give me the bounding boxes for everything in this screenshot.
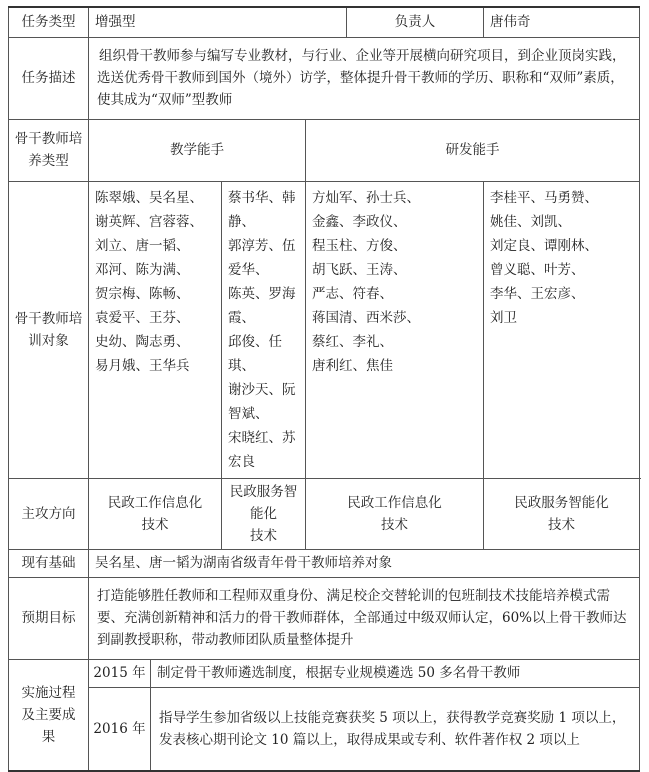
name-line: 陈英、罗海霞、 (228, 285, 296, 326)
name-line: 易月娥、王华兵 (95, 357, 190, 374)
task-desc-label: 任务描述 (9, 37, 89, 119)
row-task-desc (9, 37, 640, 119)
training-type-research: 研发能手 (306, 119, 640, 181)
direction-label: 主攻方向 (9, 478, 89, 549)
row-task-type (9, 7, 640, 37)
direction-1 (89, 478, 222, 549)
name-line: 贺宗梅、陈畅、 (95, 285, 190, 302)
training-type-teaching: 教学能手 (89, 119, 306, 181)
name-line: 刘卫 (490, 309, 517, 326)
task-desc-text: 组织骨干教师参与编写专业教材，与行业、企业等开展横向研究项目，到企业顶岗实践，选送优秀骨干教师到国外（境外）访学，整体提升骨干教师的学历、职称和“双师”素质，使其成为“双师”型教师 (89, 37, 640, 119)
name-line: 李桂平、马勇赞、 (490, 189, 598, 206)
name-line: 胡飞跃、王涛、 (312, 261, 407, 278)
task-type-value: 增强型 (89, 7, 347, 37)
name-line: 刘立、唐一韬、 (95, 237, 190, 254)
process-label-line: 及主要成 (21, 706, 76, 723)
process-label-line: 实施过程 (21, 684, 76, 701)
direction-line: 民政服务智能化 (514, 494, 609, 511)
name-line: 袁爱平、王芬、 (95, 309, 190, 326)
row-process-2015 (9, 659, 640, 687)
name-line: 邓河、陈为满、 (95, 261, 190, 278)
process-label (9, 659, 89, 771)
name-line: 方灿军、孙士兵、 (312, 189, 420, 206)
basis-text: 吴名星、唐一韬为湖南省级青年骨干教师培养对象 (89, 549, 640, 577)
task-type-label: 任务类型 (9, 7, 89, 37)
training-type-label: 骨干教师培养类型 (9, 119, 89, 181)
direction-line: 民政工作信息化 (107, 494, 203, 511)
targets-col-2 (222, 181, 306, 478)
process-year: 2016 年 (89, 687, 151, 771)
name-line: 程玉柱、方俊、 (312, 237, 407, 254)
targets-col-3 (306, 181, 484, 478)
name-line: 谢沙天、阮智斌、 (228, 381, 296, 422)
owner-label: 负责人 (347, 7, 484, 37)
direction-line: 民政服务智能化 (229, 483, 298, 522)
row-basis (9, 549, 640, 577)
direction-line: 技术 (381, 516, 408, 533)
basis-label: 现有基础 (9, 549, 89, 577)
name-line: 邱俊、任琪、 (228, 333, 282, 374)
process-label-line: 果 (41, 728, 56, 745)
row-targets (9, 181, 640, 478)
process-text: 制定骨干教师遴选制度，根据专业规模遴选 50 多名骨干教师 (151, 659, 640, 687)
row-direction (9, 478, 640, 549)
name-line: 谢英辉、宫蓉蓉、 (95, 213, 203, 230)
name-line: 郭淳芳、伍爱华、 (228, 237, 296, 278)
name-line: 严志、符春、 (312, 285, 393, 302)
direction-line: 技术 (548, 516, 575, 533)
name-line: 蔡书华、韩静、 (228, 189, 296, 230)
direction-4 (484, 478, 640, 549)
name-line: 金鑫、李政仪、 (312, 213, 407, 230)
name-line: 曾义聪、叶芳、 (490, 261, 585, 278)
direction-line: 技术 (141, 516, 169, 533)
row-training-type (9, 119, 640, 181)
task-table-page (8, 6, 639, 772)
name-line: 姚佳、刘凯、 (490, 213, 571, 230)
targets-col-4 (484, 181, 640, 478)
owner-value: 唐伟奇 (484, 7, 640, 37)
goal-label: 预期目标 (9, 577, 89, 659)
name-line: 史幼、陶志勇、 (95, 333, 190, 350)
name-line: 蒋国清、西米莎、 (312, 309, 420, 326)
name-line: 蔡红、李礼、 (312, 333, 393, 350)
row-process-2016 (9, 687, 640, 771)
direction-2 (222, 478, 306, 549)
task-table (8, 6, 640, 772)
direction-3 (306, 478, 484, 549)
goal-text: 打造能够胜任教师和工程师双重身份、满足校企交替轮训的包班制技术技能培养模式需要、充满创新精神和活力的骨干教师群体，全部通过中级双师认定，60%以上骨干教师达到副教授职称，带动教师团队质量整体提升 (89, 577, 640, 659)
process-year: 2015 年 (89, 659, 151, 687)
name-line: 李华、王宏彦、 (490, 285, 585, 302)
targets-col-1 (89, 181, 222, 478)
name-line: 宋晓红、苏宏良 (228, 429, 296, 470)
direction-line: 技术 (250, 527, 277, 544)
process-text: 指导学生参加省级以上技能竞赛获奖 5 项以上，获得教学竞赛奖励 1 项以上，发表核心期刊论文 10 篇以上，取得成果或专利、软件著作权 2 项以上 (151, 687, 640, 771)
name-line: 刘定良、谭刚林、 (490, 237, 598, 254)
row-goal (9, 577, 640, 659)
name-line: 唐利红、焦佳 (312, 357, 393, 374)
targets-label: 骨干教师培训对象 (9, 181, 89, 478)
name-line: 陈翠娥、吴名星、 (95, 189, 203, 206)
direction-line: 民政工作信息化 (347, 494, 442, 511)
